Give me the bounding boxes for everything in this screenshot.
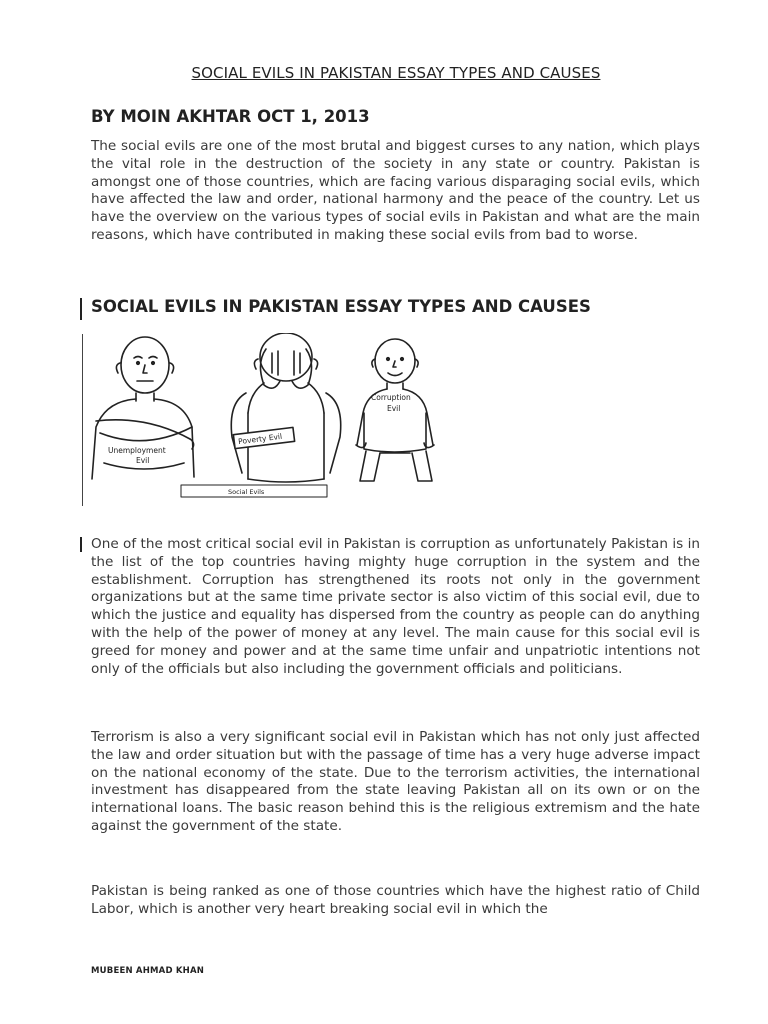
text-cursor-marker	[82, 334, 83, 506]
section-heading: SOCIAL EVILS IN PAKISTAN ESSAY TYPES AND CAUSES	[91, 297, 591, 316]
figure-caption: Social Evils	[228, 488, 265, 496]
paragraph-intro: The social evils are one of the most brutal and biggest curses to any nation, which plays the vital role in the destruction of the society in any state or country. Pakistan is amongst one of those countries, which are facing various disparaging social evils, which have affected the law and order, national harmony and the peace of the country. Let us have the overview on the various types of social evils in Pakistan and what are the main reasons, which have contributed in making these social evils from bad to worse.	[91, 138, 700, 243]
paragraph-corruption: One of the most critical social evil in Pakistan is corruption as unfortunately Pakistan is in the list of the top countries having mighty huge corruption in the system and the establishment. Corruption has strengthened its roots not only in the government organizations but at the same time private sector is also victim of this social evil, due to which the justice and equality has dispersed from the country as people can do anything with the help of the power of money at any level. The main cause for this social evil is greed for money and power and at the same time unfair and unpatriotic intentions not only of the officials but also including the government officials and politicians.	[91, 536, 700, 677]
poverty-label: Poverty Evil	[237, 431, 283, 447]
paragraph-child-labor: Pakistan is being ranked as one of those countries which have the highest ratio of Child Labor, which is another very heart breaking social evil in which the	[91, 883, 700, 917]
social-evils-illustration	[90, 333, 484, 503]
poverty-figure	[231, 333, 340, 482]
text-cursor-marker	[80, 537, 82, 552]
paragraph-terrorism: Terrorism is also a very significant social evil in Pakistan which has not only just affected the law and order situation but with the passage of time has a very huge adverse impact on the national economy of the state. Due to the terrorism activities, the international investment has disappeared from the state leaving Pakistan all on its own or on the international loans. The basic reason behind this is the religious extremism and the hate against the government of the state.	[91, 729, 700, 834]
page-footer: MUBEEN AHMAD KHAN	[91, 966, 205, 976]
unemployment-label-evil: Evil	[136, 456, 150, 465]
unemployment-label: Unemployment	[108, 446, 166, 455]
author-byline: BY MOIN AKHTAR OCT 1, 2013	[91, 107, 370, 126]
text-cursor-marker	[80, 298, 82, 320]
illustration-svg	[90, 333, 484, 503]
document-title: SOCIAL EVILS IN PAKISTAN ESSAY TYPES AND CAUSES	[191, 64, 601, 82]
corruption-label-evil: Evil	[387, 404, 401, 413]
corruption-label: Corruption	[371, 393, 411, 402]
